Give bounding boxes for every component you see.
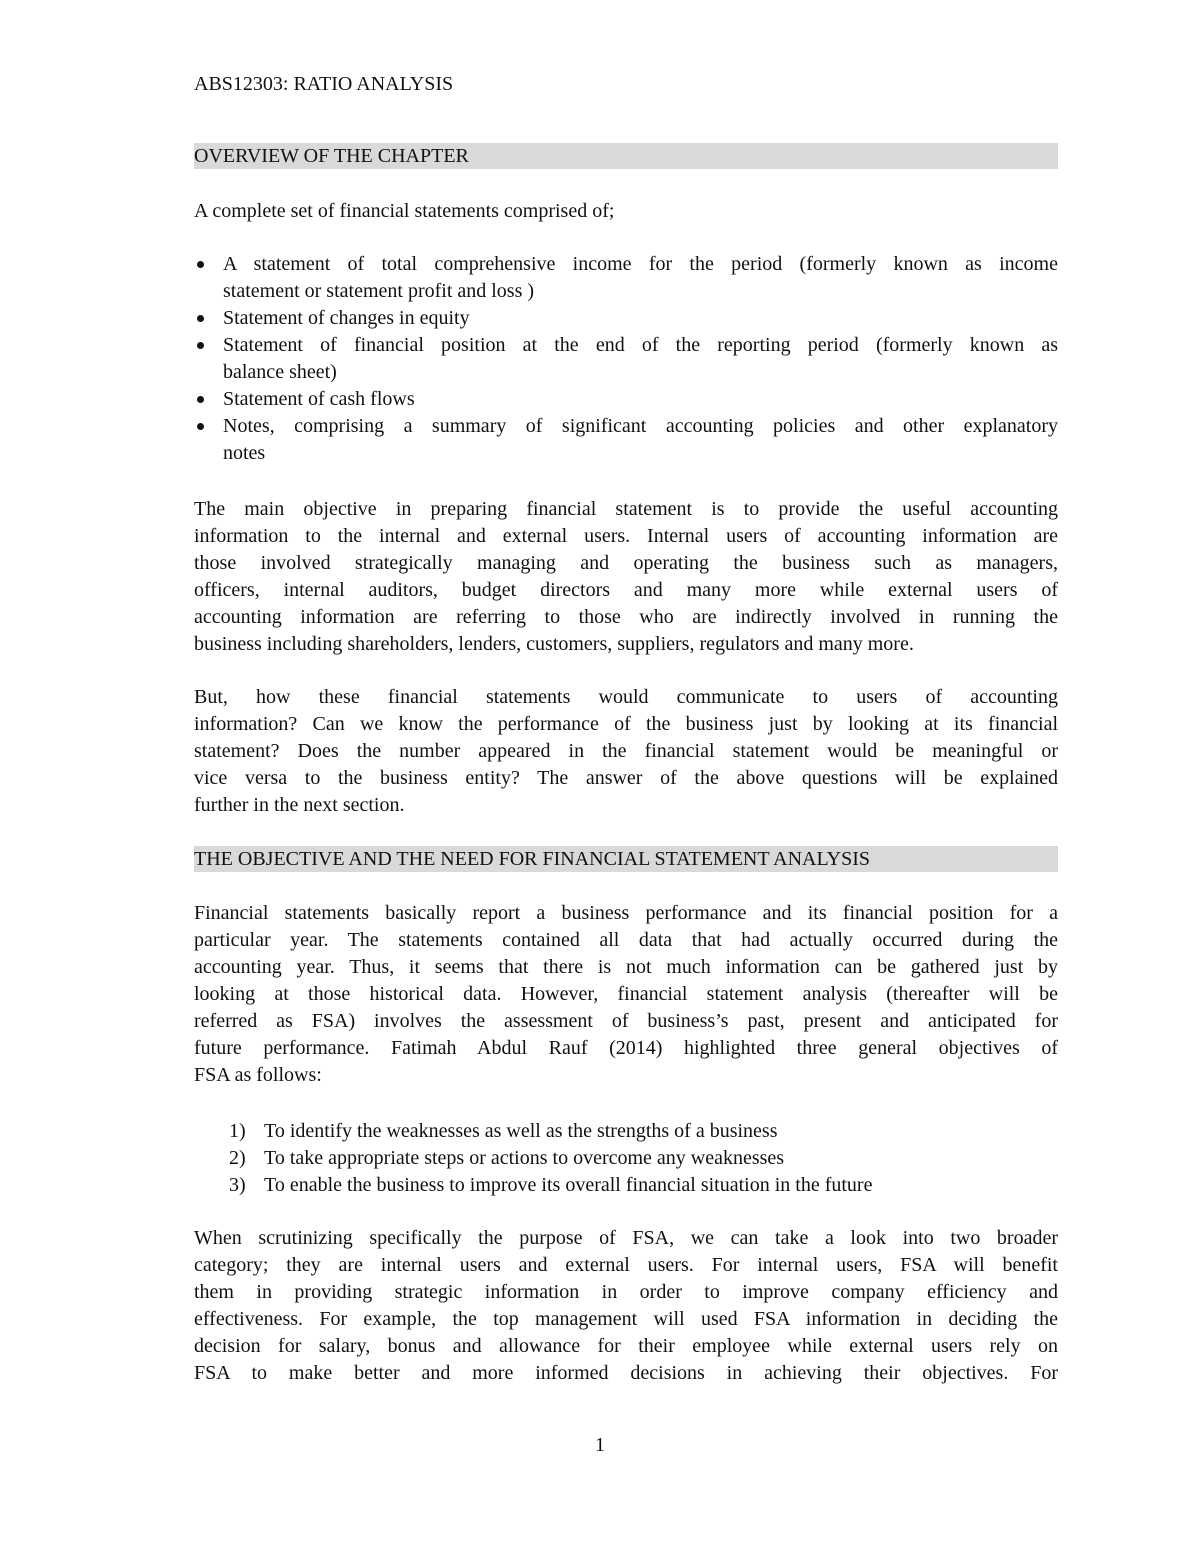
item-text: To take appropriate steps or actions to overcome any weaknesses [264,1147,785,1169]
bullet-item [194,413,1058,467]
objective-paragraph [194,496,1058,658]
item-number: 2) [229,1147,246,1169]
text-line: information? Can we know the performance of the business just by looking at its financial [194,713,1058,735]
text-line: accounting year. Thus, it seems that there is not much information can be gathered just by [194,956,1058,978]
text-line: A statement of total comprehensive income for the period (formerly known as income [223,253,1058,275]
text-line: Financial statements basically report a business performance and its financial position for a [194,902,1058,924]
item-number: 3) [229,1174,246,1196]
text-line: A complete set of financial statements comprised of; [194,200,615,222]
users-paragraph [194,1225,1058,1387]
text-line: FSA to make better and more informed decisions in achieving their objectives. For [194,1362,1058,1384]
text-line: But, how these financial statements would communicate to users of accounting [194,686,1058,708]
text-line: vice versa to the business entity? The answer of the above questions will be explained [194,767,1058,789]
text-line: When scrutinizing specifically the purpose of FSA, we can take a look into two broader [194,1227,1058,1249]
text-line: particular year. The statements contained all data that had actually occurred during the [194,929,1058,951]
bullet-item [194,386,1058,413]
objective-item [194,1118,1058,1145]
objective-item [194,1172,1058,1199]
text-line: them in providing strategic information in order to improve company efficiency and [194,1281,1058,1303]
bullet-item [194,251,1058,305]
question-paragraph [194,684,1058,819]
text-line: balance sheet) [223,361,337,383]
text-line: FSA as follows: [194,1064,322,1086]
intro-paragraph [194,198,1058,225]
text-line: category; they are internal users and external users. For internal users, FSA will benefit [194,1254,1058,1276]
text-line: statement or statement profit and loss ) [223,280,535,302]
statements-bullet-list [194,251,1058,467]
bullet-icon [197,315,204,322]
text-line: referred as FSA) involves the assessment of business’s past, present and anticipated for [194,1010,1058,1032]
bullet-item [194,332,1058,386]
item-text: To identify the weaknesses as well as the strengths of a business [264,1120,778,1142]
fsa-paragraph [194,900,1058,1089]
text-line: officers, internal auditors, budget directors and many more while external users of [194,579,1058,601]
section-heading-fsa-objective: THE OBJECTIVE AND THE NEED FOR FINANCIAL STATEMENT ANALYSIS [194,846,1058,872]
text-line: looking at those historical data. However, financial statement analysis (thereafter will be [194,983,1058,1005]
text-line: Statement of cash flows [223,388,415,410]
text-line: Statement of financial position at the end of the reporting period (formerly known as [223,334,1058,356]
text-line: Statement of changes in equity [223,307,470,329]
bullet-icon [197,261,204,268]
text-line: effectiveness. For example, the top management will used FSA information in deciding the [194,1308,1058,1330]
bullet-icon [197,423,204,430]
objectives-numbered-list [194,1118,1058,1199]
item-text: To enable the business to improve its overall financial situation in the future [264,1174,873,1196]
objective-item [194,1145,1058,1172]
text-line: The main objective in preparing financial statement is to provide the useful accounting [194,498,1058,520]
page-number: 1 [595,1434,605,1456]
text-line: notes [223,442,266,464]
text-line: decision for salary, bonus and allowance for their employee while external users rely on [194,1335,1058,1357]
text-line: information to the internal and external users. Internal users of accounting information are [194,525,1058,547]
text-line: Notes, comprising a summary of significant accounting policies and other explanatory [223,415,1058,437]
text-line: further in the next section. [194,794,405,816]
bullet-icon [197,396,204,403]
item-number: 1) [229,1120,246,1142]
text-line: those involved strategically managing and operating the business such as managers, [194,552,1058,574]
bullet-icon [197,342,204,349]
bullet-item [194,305,1058,332]
text-line: business including shareholders, lenders, customers, suppliers, regulators and many more. [194,633,914,655]
text-line: future performance. Fatimah Abdul Rauf (2014) highlighted three general objectives of [194,1037,1058,1059]
document-header: ABS12303: RATIO ANALYSIS [194,73,454,95]
text-line: statement? Does the number appeared in the financial statement would be meaningful or [194,740,1058,762]
text-line: accounting information are referring to those who are indirectly involved in running the [194,606,1058,628]
section-heading-overview: OVERVIEW OF THE CHAPTER [194,143,1058,169]
